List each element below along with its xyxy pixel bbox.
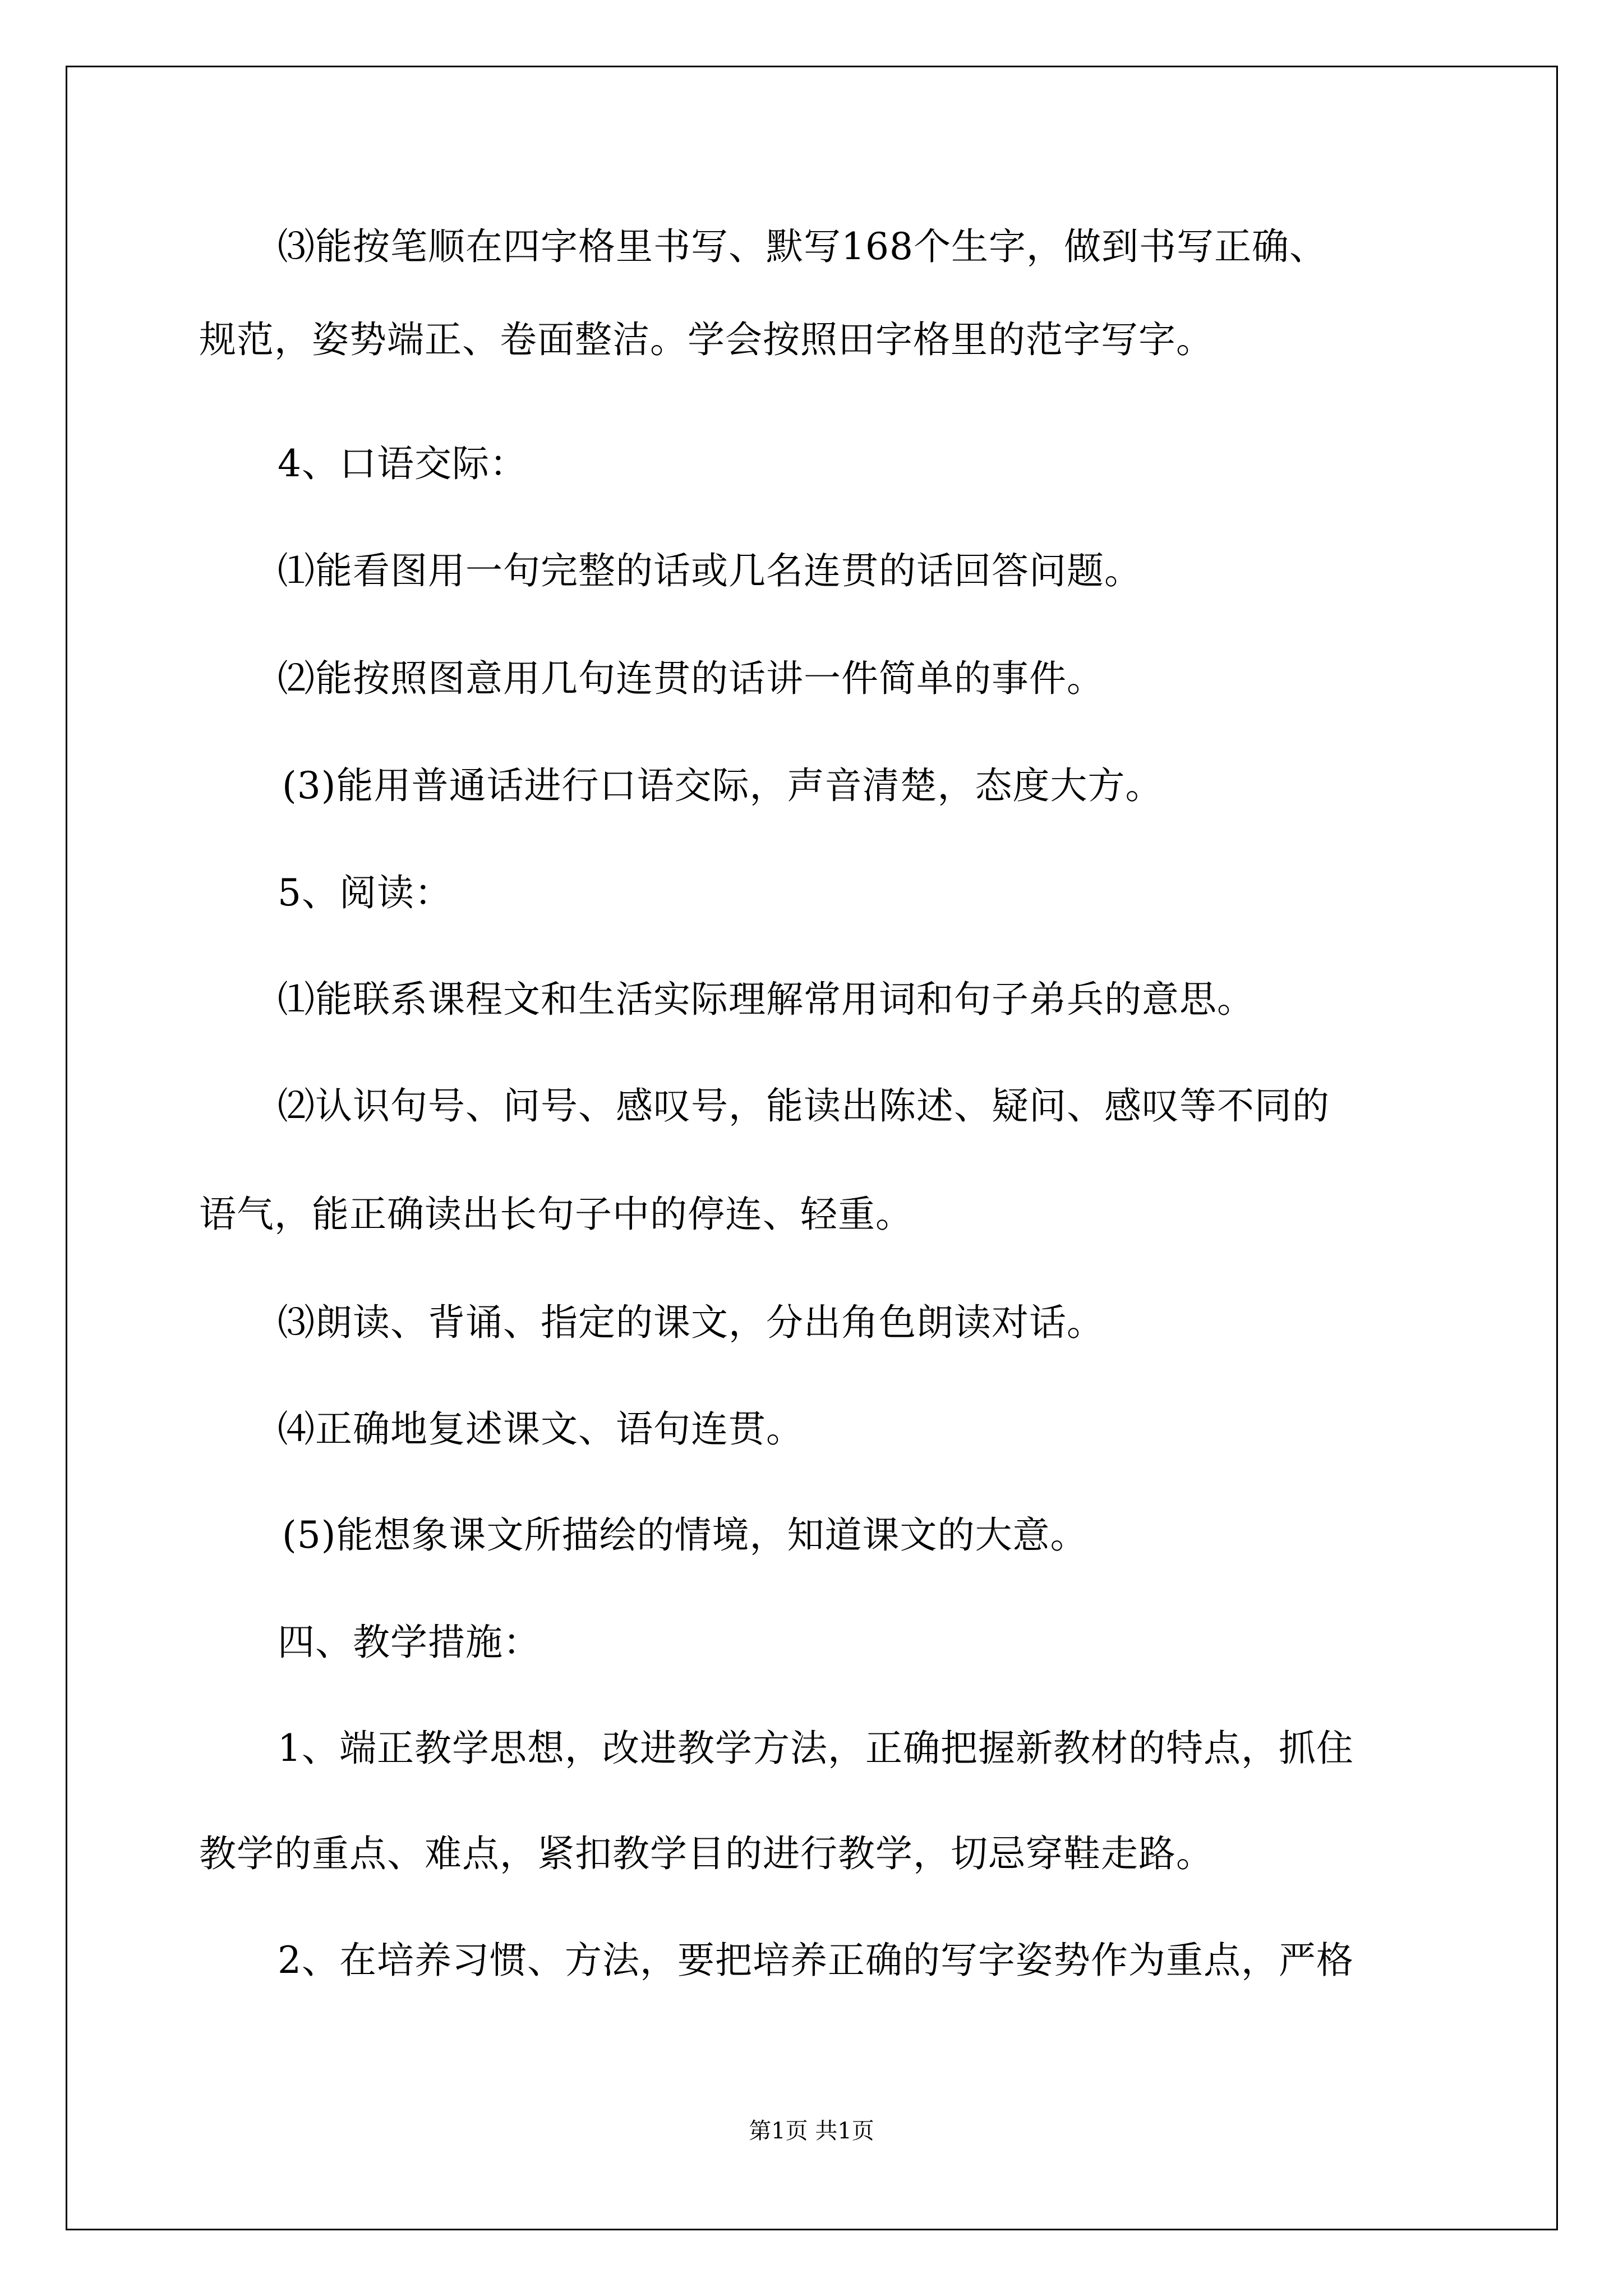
paragraph-line: ⑶能按笔顺在四字格里书写、默写168个生字，做到书写正确、 bbox=[278, 225, 1327, 268]
paragraph-line: ⑷正确地复述课文、语句连贯。 bbox=[278, 1407, 804, 1451]
paragraph-line: 1、端正教学思想，改进教学方法，正确把握新教材的特点，抓住 bbox=[278, 1727, 1354, 1770]
paragraph-line: 语气，能正确读出长句子中的停连、轻重。 bbox=[199, 1193, 913, 1236]
paragraph-line: ⑶朗读、背诵、指定的课文，分出角色朗读对话。 bbox=[278, 1301, 1104, 1344]
paragraph-line: 2、在培养习惯、方法，要把培养正确的写字姿势作为重点，严格 bbox=[278, 1939, 1354, 1982]
section-heading: 四、教学措施： bbox=[278, 1621, 541, 1664]
section-heading: 4、口语交际： bbox=[278, 442, 527, 485]
paragraph-line: ⑴能看图用一句完整的话或几名连贯的话回答问题。 bbox=[278, 549, 1142, 592]
paragraph-line: (5)能想象课文所描绘的情境，知道课文的大意。 bbox=[282, 1513, 1088, 1557]
page-footer: 第1页 共1页 bbox=[749, 2118, 874, 2144]
paragraph-line: (3)能用普通话进行口语交际，声音清楚，态度大方。 bbox=[282, 764, 1163, 807]
paragraph-line: ⑴能联系课程文和生活实际理解常用词和句子弟兵的意思。 bbox=[278, 978, 1255, 1021]
paragraph-line: 规范，姿势端正、卷面整洁。学会按照田字格里的范字写字。 bbox=[199, 318, 1214, 361]
paragraph-line: ⑵认识句号、问号、感叹号，能读出陈述、疑问、感叹等不同的 bbox=[278, 1084, 1330, 1128]
paragraph-line: 教学的重点、难点，紧扣教学目的进行教学，切忌穿鞋走路。 bbox=[199, 1832, 1214, 1875]
section-heading: 5、阅读： bbox=[278, 871, 452, 914]
paragraph-line: ⑵能按照图意用几句连贯的话讲一件简单的事件。 bbox=[278, 657, 1104, 700]
page-border bbox=[66, 66, 1558, 2230]
